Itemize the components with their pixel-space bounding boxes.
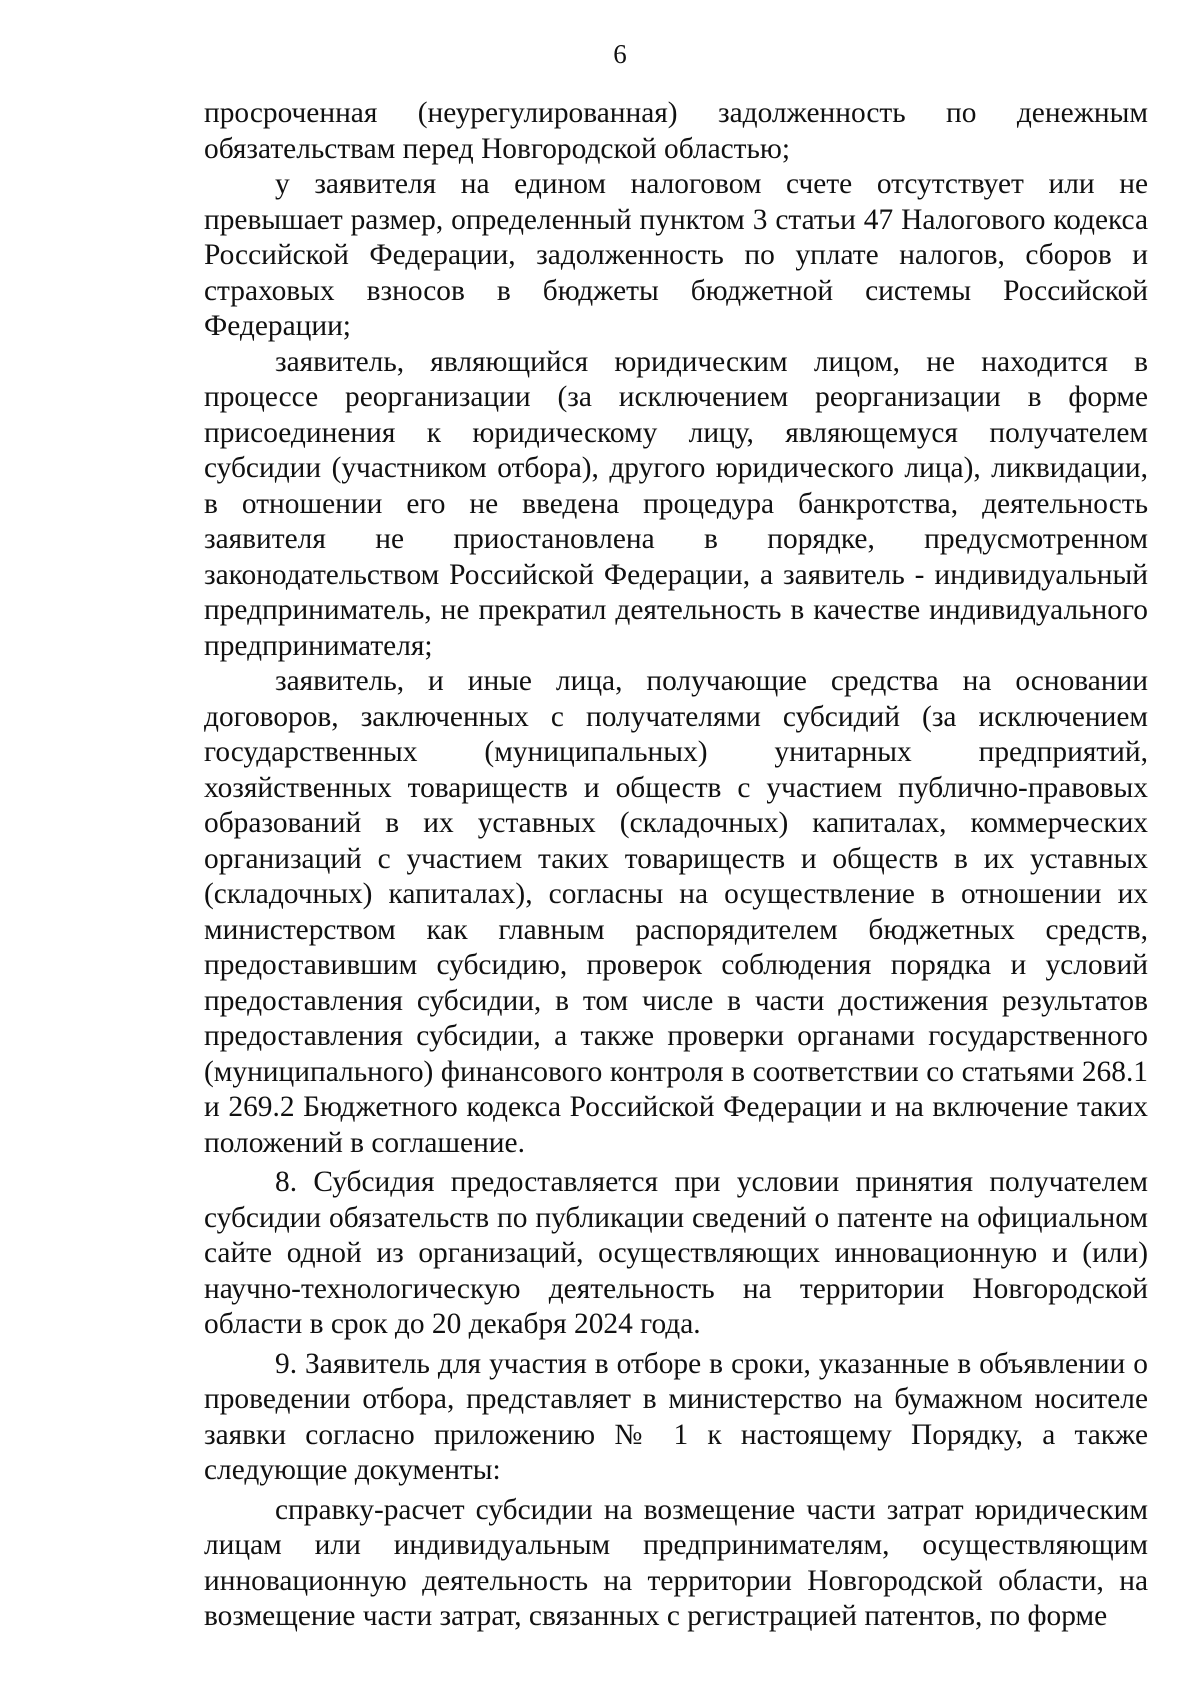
paragraph-item-9: 9. Заявитель для участия в отборе в сроки, указанные в объявлении о проведении отбора, представляет в министерство на бумажном носителе заявки согласно приложению № 1 к настоящему Порядку, а также следующие документы: [204,1347,1148,1486]
paragraph-calculation-certificate: справку-расчет субсидии на возмещение части затрат юридическим лицам или индивидуальным предпринимателям, осуществляющим инновационную деятельность на территории Новгородской области, на возмещение части затрат, связанных с регистрацией патентов, по форме [204,1493,1148,1632]
paragraph-inspection-consent: заявитель, и иные лица, получающие средства на основании договоров, заключенных с получателями субсидий (за исключением государственных (муниципальных) унитарных предприятий, хозяйственных товариществ и обществ с участием публично-правовых образований в их уставных (складочных) капиталах, коммерческих организаций с участием таких товариществ и обществ в их уставных (складочных) капиталах), согласны на осуществление в отношении их министерством как главным распорядителем бюджетных средств, предоставившим субсидию, проверок соблюдения порядка и условий предоставления субсидии, в том числе в части достижения результатов предоставления субсидии, а также проверки органами государственного (муниципального) финансового контроля в соответствии со статьями 268.1 и 269.2 Бюджетного кодекса Российской Федерации и на включение таких положений в соглашение. [204,665,1148,1159]
paragraph-item-8: 8. Субсидия предоставляется при условии принятия получателем субсидии обязательств по публикации сведений о патенте на официальном сайте одной из организаций, осуществляющих инновационную и (или) научно-технологическую деятельность на территории Новгородской области в срок до 20 декабря 2024 года. [204,1166,1148,1340]
paragraph-tax-account: у заявителя на едином налоговом счете отсутствует или не превышает размер, определенный пунктом 3 статьи 47 Налогового кодекса Российской Федерации, задолженность по уплате налогов, сборов и страховых взносов в бюджеты бюджетной системы Российской Федерации; [204,168,1148,342]
paragraph-reorganization: заявитель, являющийся юридическим лицом, не находится в процессе реорганизации (за исключением реорганизации в форме присоединения к юридическому лицу, являющемуся получателем субсидии (участником отбора), другого юридического лица), ликвидации, в отношении его не введена процедура банкротства, деятельность заявителя не приостановлена в порядке, предусмотренном законодательством Российской Федерации, а заявитель - индивидуальный предприниматель, не прекратил деятельность в качестве индивидуального предпринимателя; [204,345,1148,662]
page-number: 6 [613,39,627,69]
paragraph-debt-obligations: просроченная (неурегулированная) задолженность по денежным обязательствам перед Новгородской областью; [204,97,1148,165]
document-body [204,96,1148,1635]
